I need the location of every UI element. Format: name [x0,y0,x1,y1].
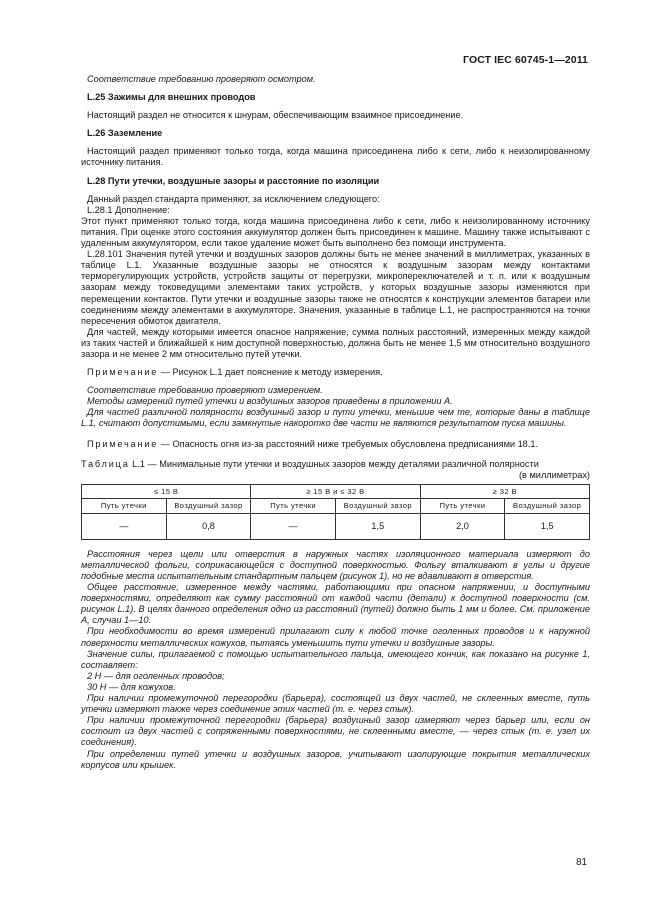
note [81,367,590,378]
table-cell: — [251,513,336,539]
group-header: ≥ 32 В [420,484,589,498]
table-units: (в миллиметрах) [519,469,590,480]
table-cell: 1,5 [505,513,590,539]
table-row [82,513,590,539]
paragraph: Для частей различной полярности воздушный зазор и пути утечки, меньшие чем те, которые даны в таблице L.1, считают допустимыми, если замкнутые накоротко две части не являются результатом пуска машины. [81,407,590,429]
section-heading: L.25 Зажимы для внешних проводов [87,92,256,103]
paragraph: Настоящий раздел не относится к шнурам, обеспечивающим взаимное присоединение. [87,110,464,121]
table-caption-label: Таблица [81,458,130,469]
paragraph: При необходимости во время измерений прилагают силу к любой точке оголенных проводов и к наружной поверхности металлических кожухов, пытаясь уменьшить пути утечки и воздушные зазоры. [81,626,590,648]
paragraph: Соответствие требованию проверяют осмотром. [87,74,316,84]
table-cell: 0,8 [166,513,251,539]
paragraph: Значение силы, прилагаемой с помощью испытательного пальца, имеющего кончик, как показано на рисунке 1, составляет: [81,648,590,670]
table-cell: 1,5 [335,513,420,539]
group-header: ≥ 15 В и ≤ 32 В [251,484,420,498]
section-heading: L.26 Заземление [87,128,163,139]
column-header: Путь утечки [251,498,336,513]
column-header: Воздушный зазор [505,498,590,513]
paragraph: При наличии промежуточной перегородки (барьера) воздушный зазор измеряют через барьер или, если он состоит из двух частей с сопряженными поверхностями, не склеенными вместе, — через стык (т. е. узел их соединения). [81,715,590,748]
clearance-table [81,484,590,540]
column-header: Путь утечки [82,498,167,513]
paragraph: Общее расстояние, измеренное между частями, работающими при опасном напряжении, и доступными поверхностями, определяют как сумму расстояний от каждой части (детали) к доступной поверхности (см. рисунок L.1). В целях данного определения одно из расстояний (путей) должно быть 1 мм и более. См. приложение А, случаи 1—10. [81,582,590,626]
section-heading: L.28 Пути утечки, воздушные зазоры и расстояние по изоляции [87,175,380,186]
paragraph: Для частей, между которыми имеется опасное напряжение, сумма полных расстояний, измеренных между каждой из таких частей и ближайшей к ним доступной поверхностью, должна быть не менее 1,5 мм относительно воздушного зазора и не менее 2 мм относительно путей утечки. [81,326,590,359]
column-header: Воздушный зазор [166,498,251,513]
paragraph: L.28.1 Дополнение: [87,204,170,215]
column-header: Путь утечки [420,498,505,513]
paragraph: Этот пункт применяют только тогда, когда машина присоединена либо к сети, либо к неизолированному источнику питания. При оценке этого состояния аккумулятор должен быть присоединен к машине. Машину также испытывают с удаленным аккумулятором, если такое удаление может быть выполнено без помощи инструмента. [81,215,590,249]
page-body [81,74,590,771]
table-caption-text: L.1 — Минимальные пути утечки и воздушных зазоров между деталями различной полярности [129,458,539,469]
table-caption [81,459,590,470]
paragraph: Методы измерений путей утечки и воздушных зазоров приведены в приложении А. [87,396,453,407]
standard-header: ГОСТ IEC 60745-1—2011 [463,54,588,66]
note-label: Примечание [87,438,159,449]
column-header: Воздушный зазор [335,498,420,513]
note [81,439,590,450]
page-number: 81 [576,857,587,868]
paragraph: Соответствие требованию проверяют измерением. [87,385,323,396]
note-text: — Рисунок L.1 дает пояснение к методу измерения. [158,367,383,378]
group-header: ≤ 15 В [82,484,251,498]
table-cell: 2,0 [420,513,505,539]
paragraph: Расстояния через щели или отверстия в наружных частях изоляционного материала измеряют до металлической фольги, соприкасающейся с доступной поверхностью. Фольгу вталкивают в углы и другие подобные места испытательным стандартным пальцем (рисунок 1), но не вдавливают в отверстия. [81,548,590,581]
paragraph: При наличии промежуточной перегородки (барьера), состоящей из двух частей, не склеенных вместе, путь утечки измеряют также через соединение этих частей (т. е. через стык). [81,693,590,715]
paragraph: L.28.101 Значения путей утечки и воздушных зазоров должны быть не менее значений в миллиметрах, указанных в таблице L.1. Указанные воздушные зазоры не относятся к воздушным зазорам между контактами терморегулирующих устройств, устройств защиты от перегрузки, микропереключателей и т. п. или к воздушным зазорам между токоведущими элементами таких устройств, у которых воздушные зазоры изменяются при перемещении контактов. Пути утечки и воздушные зазоры также не относятся к конструкции элементов батареи или соединениям между элементами в аккумуляторе. Значения, указанные в таблице L.1, не распространяются на точки пересечения обмоток двигателя. [81,249,590,326]
paragraph: При определении путей утечки и воздушных зазоров, учитывают изолирующие покрытия металлических корпусов или крышек. [81,748,590,770]
note-label: Примечание [87,367,159,378]
table-cell: — [82,513,167,539]
paragraph: Настоящий раздел применяют только тогда, когда машина присоединена либо к сети, либо к неизолированному источнику питания. [81,146,590,168]
list-item: 2 Н — для оголенных проводов; [87,670,225,681]
list-item: 30 Н — для кожухов. [87,681,176,692]
paragraph: Данный раздел стандарта применяют, за исключением следующего: [87,193,380,204]
note-text: — Опасность огня из-за расстояний ниже требуемых обусловлена предписаниями 18.1. [158,438,539,449]
